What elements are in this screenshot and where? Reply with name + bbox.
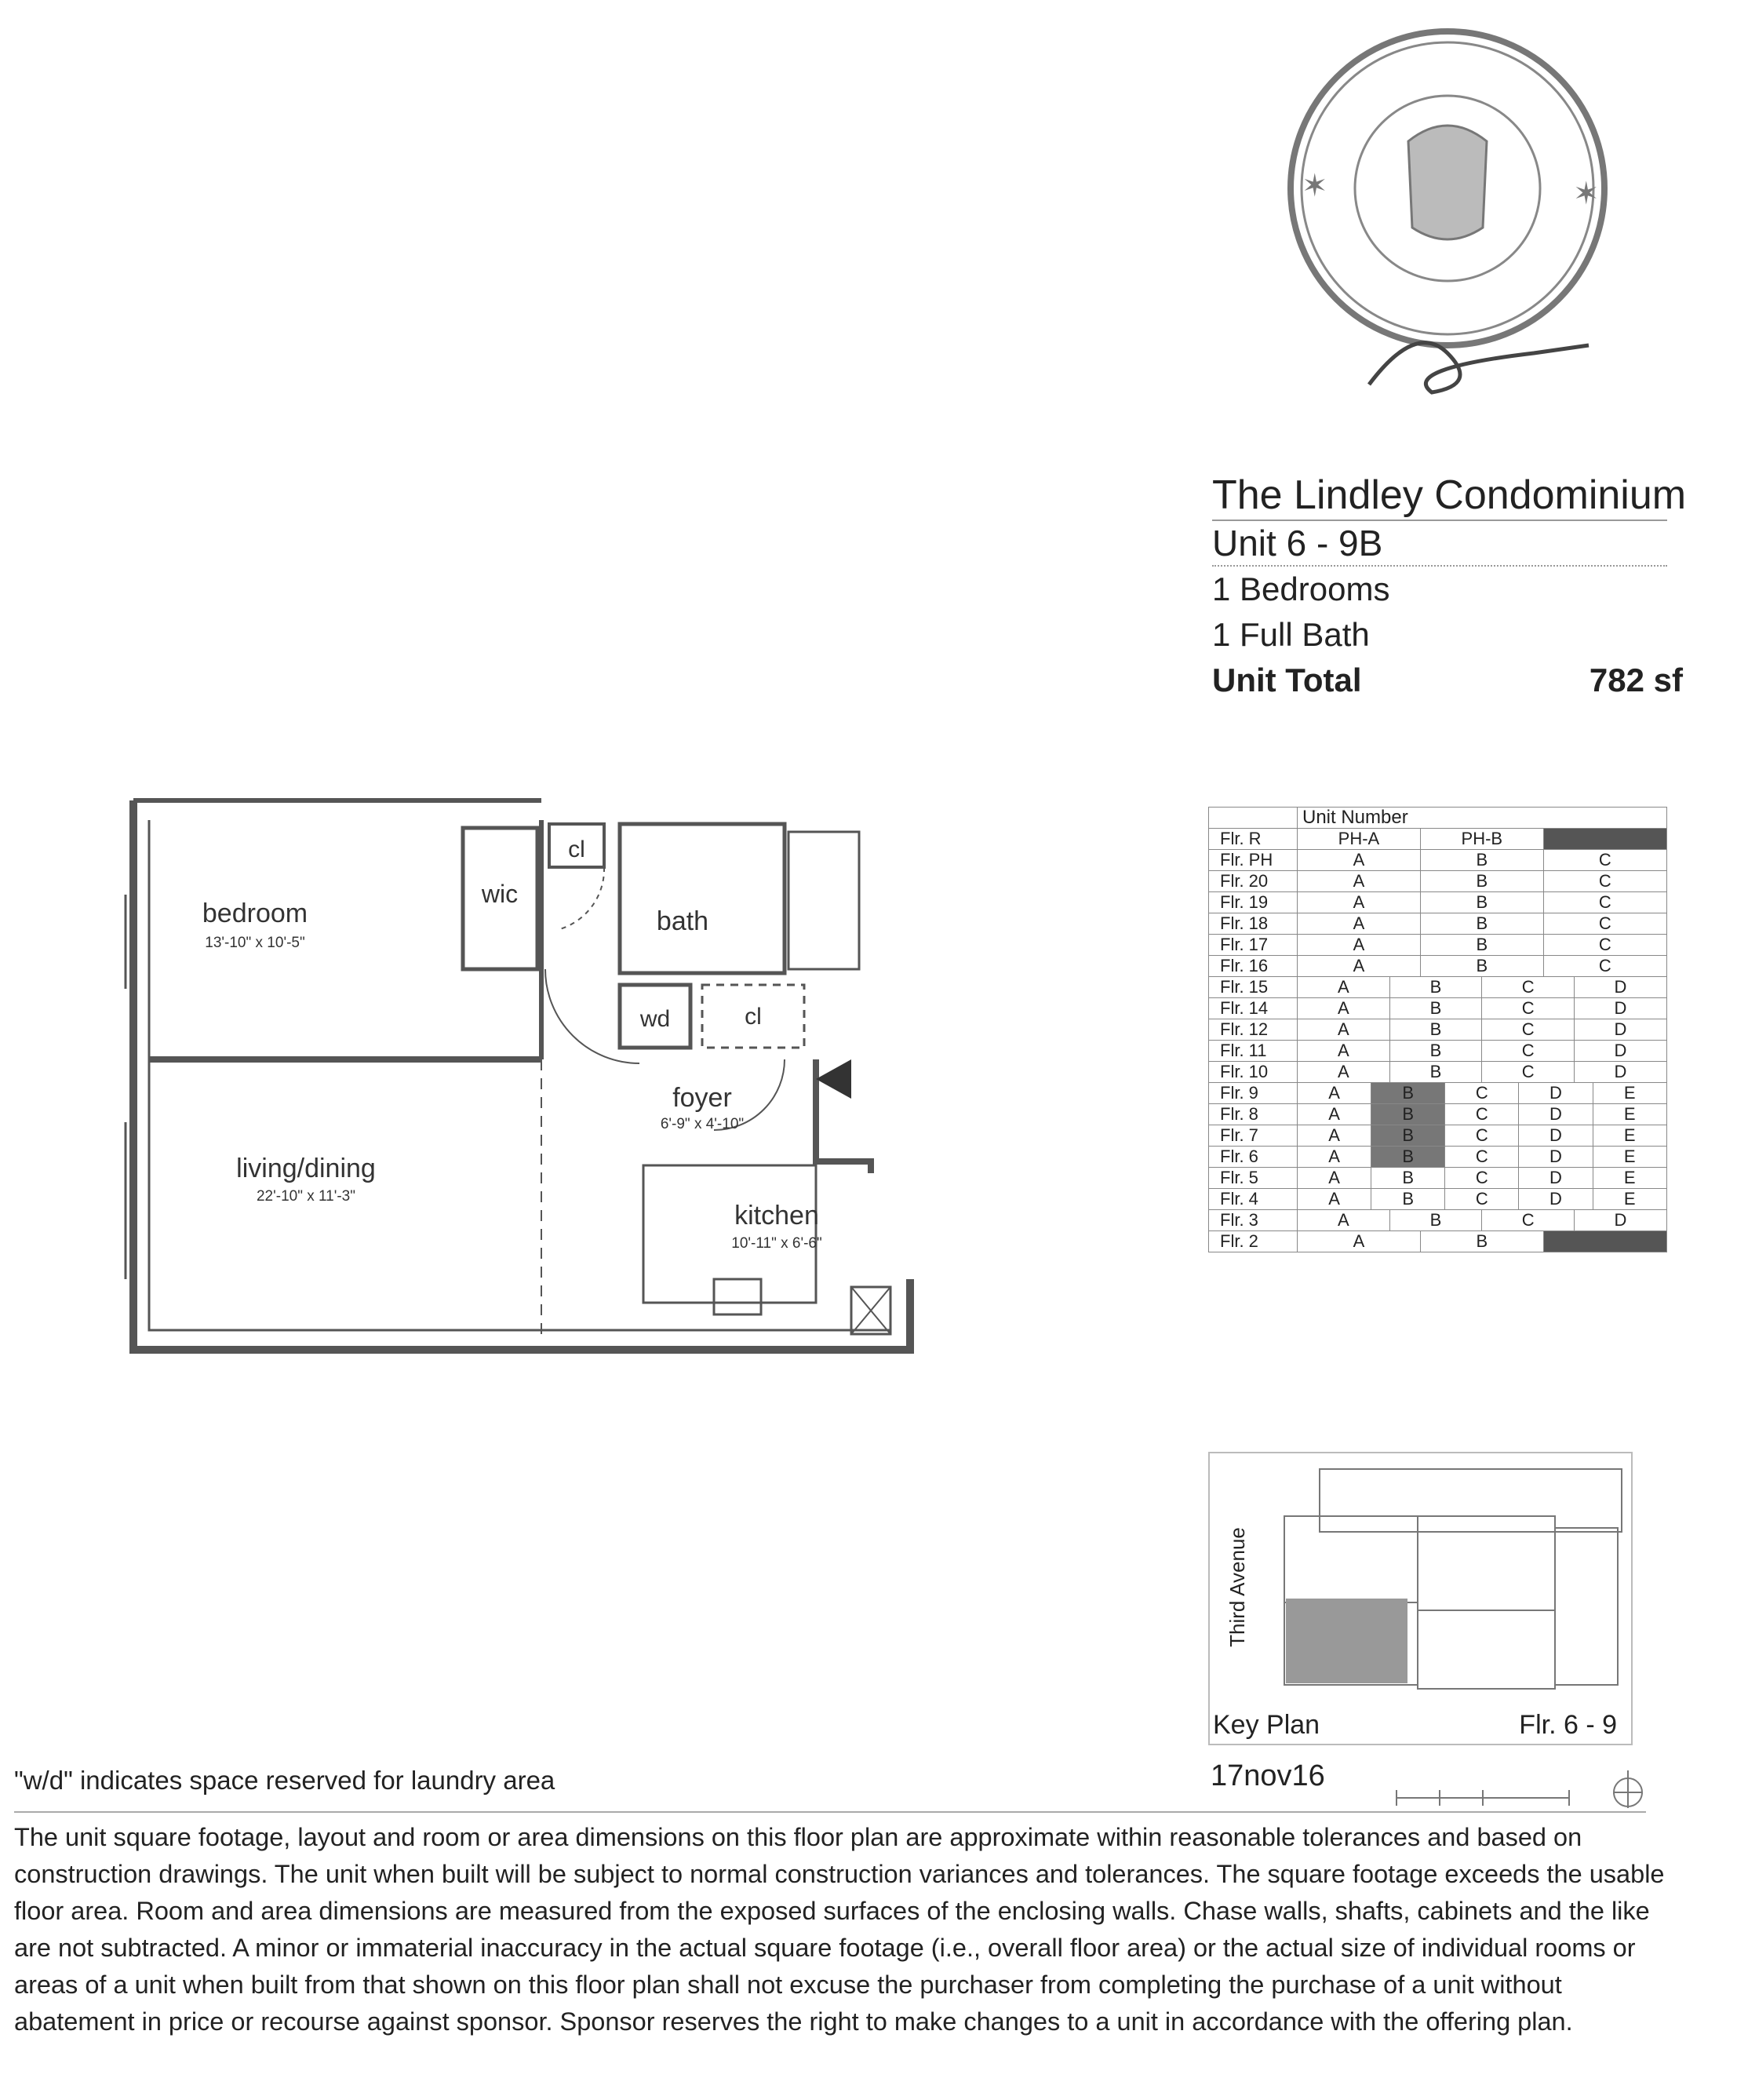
unit-cell: A	[1298, 1083, 1371, 1104]
unit-cell: D	[1519, 1189, 1593, 1210]
floor-label: Flr. 12	[1209, 1019, 1298, 1041]
unit-table-row	[1209, 871, 1667, 892]
unit-cell: B	[1371, 1147, 1445, 1168]
unit-cell: A	[1298, 1019, 1390, 1041]
floor-label: Flr. PH	[1209, 850, 1298, 871]
unit-table-row	[1209, 1104, 1667, 1125]
floor-label: Flr. 18	[1209, 913, 1298, 935]
kitchen-dims: 10'-11" x 6'-6"	[731, 1235, 822, 1252]
unit-cell: A	[1298, 1147, 1371, 1168]
unit-cell: E	[1593, 1168, 1667, 1189]
closet-label-2: cl	[745, 1004, 762, 1030]
unit-cell: A	[1298, 1062, 1390, 1083]
unit-cell: C	[1482, 1210, 1575, 1231]
floor-label: Flr. 17	[1209, 935, 1298, 956]
key-plan-map	[1210, 1453, 1631, 1744]
unit-cell: B	[1420, 913, 1543, 935]
unit-cell: PH-A	[1298, 829, 1421, 850]
unit-cell: D	[1519, 1083, 1593, 1104]
unit-number-table	[1208, 807, 1667, 1252]
floor-label: Flr. 4	[1209, 1189, 1298, 1210]
laundry-note: "w/d" indicates space reserved for laundry area	[14, 1766, 555, 1795]
street-label: Third Avenue	[1225, 1526, 1249, 1647]
unit-cell: A	[1298, 956, 1421, 977]
unit-table-row	[1209, 977, 1667, 998]
scale-bar	[1381, 1763, 1648, 1810]
unit-cell	[1543, 829, 1666, 850]
unit-cell: C	[1445, 1168, 1519, 1189]
unit-cell: B	[1389, 1062, 1482, 1083]
unit-table-row	[1209, 1062, 1667, 1083]
unit-cell: B	[1389, 1210, 1482, 1231]
bath-count: 1 Full Bath	[1212, 616, 1370, 653]
unit-cell: C	[1482, 1062, 1575, 1083]
unit-cell: B	[1420, 935, 1543, 956]
architect-stamp	[1275, 24, 1620, 432]
unit-cell: B	[1371, 1189, 1445, 1210]
unit-cell: B	[1389, 1019, 1482, 1041]
unit-cell: B	[1420, 892, 1543, 913]
unit-cell: C	[1445, 1189, 1519, 1210]
unit-cell: D	[1519, 1147, 1593, 1168]
unit-cell: D	[1519, 1104, 1593, 1125]
bedroom-count: 1 Bedrooms	[1212, 571, 1390, 607]
unit-cell: B	[1371, 1104, 1445, 1125]
unit-table-row	[1209, 1210, 1667, 1231]
unit-total-value: 782 sf	[1589, 662, 1683, 698]
unit-table-row	[1209, 892, 1667, 913]
floor-label: Flr. 2	[1209, 1231, 1298, 1252]
unit-cell	[1543, 1231, 1666, 1252]
unit-cell: B	[1420, 1231, 1543, 1252]
unit-header	[1212, 471, 1687, 703]
disclaimer-text: The unit square footage, layout and room or area dimensions on this floor plan are approximate within reasonable tolerances and based on construction drawings. The unit when built will be subject to normal construction variances and tolerances. The square footage exceeds the usable floor area. Room and area dimensions are measured from the exposed surfaces of the enclosing walls. Chase walls, shafts, cabinets and the like are not subtracted. A minor or immaterial inaccuracy in the actual square footage (i.e., overall floor area) or the actual size of individual rooms or areas of a unit when built from that shown on this floor plan shall not excuse the purchaser from completing the purchase of a unit without abatement in price or recourse against sponsor. Sponsor reserves the right to make changes to a unit in accordance with the offering plan.	[14, 1823, 1665, 2036]
unit-table-row	[1209, 1019, 1667, 1041]
floor-label: Flr. 19	[1209, 892, 1298, 913]
unit-table-row	[1209, 935, 1667, 956]
unit-number-header: Unit Number	[1298, 808, 1667, 829]
unit-cell: B	[1371, 1168, 1445, 1189]
floor-label: Flr. 10	[1209, 1062, 1298, 1083]
unit-cell: D	[1574, 998, 1666, 1019]
unit-table-row	[1209, 1189, 1667, 1210]
svg-text:✶: ✶	[1573, 177, 1600, 211]
floor-label: Flr. 14	[1209, 998, 1298, 1019]
building-name: The Lindley Condominium	[1212, 472, 1687, 518]
unit-cell: A	[1298, 1210, 1390, 1231]
unit-cell: C	[1482, 1019, 1575, 1041]
unit-cell: B	[1371, 1083, 1445, 1104]
floor-label: Flr. 7	[1209, 1125, 1298, 1147]
floor-label: Flr. 20	[1209, 871, 1298, 892]
floor-label: Flr. 5	[1209, 1168, 1298, 1189]
unit-cell: C	[1445, 1147, 1519, 1168]
unit-total-label: Unit Total	[1212, 662, 1362, 698]
unit-table-row	[1209, 1041, 1667, 1062]
highlighted-unit-area	[1286, 1599, 1407, 1683]
unit-cell: D	[1574, 1210, 1666, 1231]
unit-cell: B	[1420, 850, 1543, 871]
unit-cell: A	[1298, 871, 1421, 892]
unit-table-row	[1209, 1125, 1667, 1147]
unit-cell: C	[1445, 1083, 1519, 1104]
key-plan-floors: Flr. 6 - 9	[1519, 1710, 1617, 1740]
floor-label: Flr. 3	[1209, 1210, 1298, 1231]
kitchen-label: kitchen	[734, 1201, 819, 1230]
unit-table-row	[1209, 1231, 1667, 1252]
svg-text:✶: ✶	[1302, 169, 1328, 203]
unit-cell: E	[1593, 1125, 1667, 1147]
unit-cell: B	[1371, 1125, 1445, 1147]
living-dims: 22'-10" x 11'-3"	[256, 1188, 356, 1205]
unit-cell: A	[1298, 1041, 1390, 1062]
unit-cell: B	[1389, 998, 1482, 1019]
unit-cell: A	[1298, 1189, 1371, 1210]
unit-cell: A	[1298, 998, 1390, 1019]
divider	[14, 1811, 1646, 1813]
unit-cell: C	[1543, 956, 1666, 977]
key-plan-label: Key Plan	[1213, 1710, 1320, 1740]
unit-table-row	[1209, 829, 1667, 850]
unit-name: Unit 6 - 9B	[1212, 520, 1667, 567]
unit-cell: E	[1593, 1104, 1667, 1125]
floor-label: Flr. 9	[1209, 1083, 1298, 1104]
key-plan	[1208, 1452, 1633, 1745]
unit-table-row	[1209, 1168, 1667, 1189]
unit-cell: E	[1593, 1189, 1667, 1210]
unit-cell: A	[1298, 977, 1390, 998]
floor-label: Flr. 15	[1209, 977, 1298, 998]
bedroom-dims: 13'-10" x 10'-5"	[205, 935, 305, 951]
unit-cell: B	[1420, 956, 1543, 977]
unit-cell: C	[1543, 935, 1666, 956]
unit-cell: D	[1574, 1019, 1666, 1041]
floor-label: Flr. R	[1209, 829, 1298, 850]
unit-cell: C	[1445, 1125, 1519, 1147]
unit-cell: A	[1298, 1168, 1371, 1189]
unit-cell: C	[1543, 892, 1666, 913]
floor-label: Flr. 16	[1209, 956, 1298, 977]
floor-plan	[118, 785, 918, 1358]
unit-cell: D	[1519, 1168, 1593, 1189]
unit-cell: C	[1445, 1104, 1519, 1125]
unit-cell: C	[1482, 977, 1575, 998]
unit-cell: C	[1543, 913, 1666, 935]
bath-label: bath	[656, 906, 709, 936]
foyer-dims: 6'-9" x 4'-10"	[660, 1116, 745, 1132]
unit-cell: PH-B	[1420, 829, 1543, 850]
unit-cell: B	[1389, 977, 1482, 998]
unit-cell: A	[1298, 892, 1421, 913]
unit-cell: E	[1593, 1147, 1667, 1168]
unit-cell: D	[1574, 1041, 1666, 1062]
unit-table-row	[1209, 913, 1667, 935]
unit-cell: A	[1298, 1104, 1371, 1125]
laundry-label: wd	[639, 1006, 671, 1032]
unit-cell: D	[1519, 1125, 1593, 1147]
entry-arrow-icon	[816, 1059, 851, 1099]
unit-cell: E	[1593, 1083, 1667, 1104]
unit-cell: C	[1482, 1041, 1575, 1062]
floor-label: Flr. 11	[1209, 1041, 1298, 1062]
unit-cell: A	[1298, 1231, 1421, 1252]
wic-label: wic	[481, 880, 519, 908]
unit-cell: C	[1543, 850, 1666, 871]
unit-table-row	[1209, 850, 1667, 871]
unit-cell: C	[1543, 871, 1666, 892]
unit-cell: A	[1298, 913, 1421, 935]
unit-table-row	[1209, 998, 1667, 1019]
floor-label: Flr. 6	[1209, 1147, 1298, 1168]
unit-cell: A	[1298, 850, 1421, 871]
unit-cell: D	[1574, 1062, 1666, 1083]
unit-cell: D	[1574, 977, 1666, 998]
unit-cell: B	[1420, 871, 1543, 892]
unit-cell: C	[1482, 998, 1575, 1019]
closet-label: cl	[568, 837, 585, 862]
plan-date: 17nov16	[1211, 1759, 1325, 1792]
unit-total	[1212, 658, 1683, 703]
unit-cell: A	[1298, 935, 1421, 956]
unit-cell: A	[1298, 1125, 1371, 1147]
unit-table-row	[1209, 1083, 1667, 1104]
unit-cell: B	[1389, 1041, 1482, 1062]
living-label: living/dining	[236, 1154, 376, 1183]
foyer-label: foyer	[672, 1083, 732, 1113]
unit-table-row	[1209, 1147, 1667, 1168]
floor-label: Flr. 8	[1209, 1104, 1298, 1125]
unit-table-row	[1209, 956, 1667, 977]
bedroom-label: bedroom	[202, 899, 308, 928]
